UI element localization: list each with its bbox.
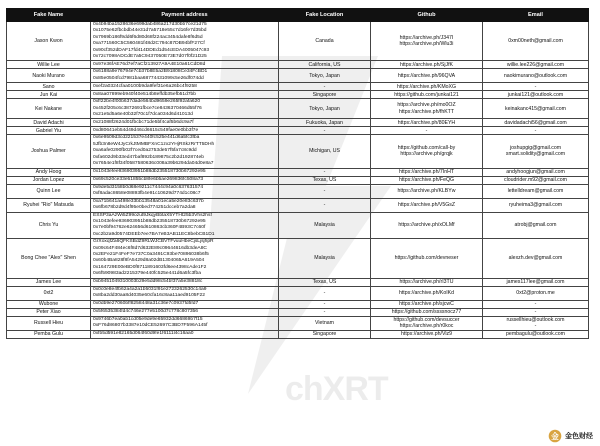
payment-address-cell-line: 0x8aa07899eb940f40e514b8effdb35efb51d7bb xyxy=(93,91,196,97)
payment-address-cell xyxy=(91,300,279,308)
payment-address-cell xyxy=(91,212,279,239)
email-cell-line: willie.lee226@gmail.com xyxy=(506,61,565,68)
suspects-table xyxy=(6,8,589,339)
email-cell-line: 0xt2@proton.me xyxy=(516,289,555,296)
fake-name-cell: Jun Kai xyxy=(7,91,91,99)
email-cell-line: joshupgig@gmail.com xyxy=(509,145,562,152)
github-cell-line[interactable]: https://archive.ph/KLBYw xyxy=(397,187,456,194)
payment-address-cell xyxy=(91,22,279,61)
fake-name-cell: Sano xyxy=(7,83,91,91)
payment-address-cell-line: 0x452f205c6c3872691fbce7ce8436370466d55f76 xyxy=(93,105,202,111)
fake-location-cell: Michigan, US xyxy=(279,135,371,168)
github-cell xyxy=(371,278,483,286)
table-row xyxy=(7,91,589,99)
table-row xyxy=(7,22,589,61)
github-cell xyxy=(371,22,483,61)
payment-address-cell-line: 0x164729E00eBD0f8711891603fd6ee4398cAde1F2 xyxy=(93,264,207,270)
email-cell xyxy=(483,69,589,83)
payment-address-cell xyxy=(91,168,279,176)
github-cell xyxy=(371,286,483,300)
payment-address-cell-line: 0x7654e1f8f34f0587580636c008a39b6294da04d0e8a7 xyxy=(93,161,214,167)
fake-name-cell: Joshua Palmer xyxy=(7,135,91,168)
fake-name-cell: Peter Xiao xyxy=(7,308,91,316)
column-header-fake-name: Fake Name xyxy=(7,9,91,22)
email-cell xyxy=(483,176,589,184)
github-cell-line[interactable]: https://archive.ph/J347I xyxy=(399,34,454,41)
github-cell-line[interactable]: https://archive.ph/V5GsZ xyxy=(397,201,456,208)
github-cell xyxy=(371,330,483,338)
table-row xyxy=(7,278,589,286)
fake-location-cell: California, US xyxy=(279,61,371,69)
email-cell xyxy=(483,83,589,91)
github-cell-line[interactable]: https://github.com/devsuccer xyxy=(393,316,460,323)
payment-address-cell xyxy=(91,135,279,168)
fake-location-cell: - xyxy=(279,168,371,176)
column-header-fake-location: Fake Location xyxy=(279,9,371,22)
github-cell-line[interactable]: https://github.com/ssssnocz77 xyxy=(391,308,462,315)
fake-location-cell: - xyxy=(279,286,371,300)
table-row xyxy=(7,330,589,338)
email-cell-line: 0xm00neth@gmail.com xyxy=(508,38,563,45)
table-row xyxy=(7,198,589,212)
payment-address-cell xyxy=(91,91,279,99)
github-cell-line[interactable]: https://github.com/junkai121 xyxy=(394,91,459,98)
github-cell-line[interactable]: https://archive.ph/Wlu3i xyxy=(399,41,454,48)
fake-name-cell: Wubone xyxy=(7,300,91,308)
payment-address-cell-line: 0x72c7098ADCdE7a5C9437050E73E7d07f0f21D25 xyxy=(93,54,207,60)
table-row xyxy=(7,119,589,127)
payment-address-cell-line: 0xef2a0324cfaa0100b9da9fef31e6a26bc4f9258 xyxy=(93,83,197,89)
payment-address-cell xyxy=(91,127,279,135)
payment-address-cell-line: 0x69c520ce33e51855cb8fe6b5ae269836fc508a73 xyxy=(93,176,204,182)
table-row xyxy=(7,308,589,316)
fake-name-cell: 0xt2 xyxy=(7,286,91,300)
table-row xyxy=(7,135,589,168)
fake-name-cell: Kei Nakane xyxy=(7,99,91,119)
payment-address-cell-line: 0xd80641eb54d49d46cd6615c549fae0e0bb3f7e xyxy=(93,127,199,133)
payment-address-cell xyxy=(91,69,279,83)
payment-address-cell xyxy=(91,239,279,278)
email-cell xyxy=(483,286,589,300)
email-cell xyxy=(483,198,589,212)
fake-name-cell: Bong Chee "Alex" Shen xyxy=(7,239,91,278)
github-cell xyxy=(371,168,483,176)
github-cell-line[interactable]: https://archive.ph/80EYH xyxy=(397,119,456,126)
fake-location-cell: Canada xyxy=(279,22,371,61)
email-cell xyxy=(483,91,589,99)
payment-address-cell-line: 0x9de5d3158b0d68e9211c7444c94a0c637631574 xyxy=(93,184,204,190)
watermark-text: chXRT xyxy=(285,370,388,408)
github-cell-line[interactable]: https://archive.ph/Viz9 xyxy=(401,330,452,337)
payment-address-cell-line: 0x0c0e8e4fb62a4a2a1b5031f91e2723262530c14a9 xyxy=(93,286,207,292)
payment-address-cell-line: 0x9746b7ea0ab1cd05e9de9e65932dd66869b7f15 xyxy=(93,316,203,322)
table-row xyxy=(7,127,589,135)
column-header-github: Github xyxy=(371,9,483,22)
fake-location-cell: - xyxy=(279,83,371,91)
github-cell-line[interactable]: https://archive.ph/96QVA xyxy=(397,72,456,79)
table-row xyxy=(7,316,589,330)
payment-address-cell-line: 0x6e9509d3cd221537e440fc525e441d6a5fc3fba xyxy=(93,135,200,141)
fake-location-cell: Texas, US xyxy=(279,278,371,286)
table-row xyxy=(7,69,589,83)
email-cell xyxy=(483,135,589,168)
payment-address-cell xyxy=(91,308,279,316)
payment-address-cell xyxy=(91,330,279,338)
email-cell-line: davidadachi56@gmail.com xyxy=(504,119,567,126)
table-row xyxy=(7,184,589,198)
github-cell xyxy=(371,119,483,127)
fake-name-cell: Pemba Gulu xyxy=(7,330,91,338)
email-cell-line: james117lee@gmail.com xyxy=(506,278,565,285)
email-cell xyxy=(483,99,589,119)
payment-address-cell xyxy=(91,83,279,91)
email-cell-line: junkai121@outlook.com xyxy=(507,91,564,98)
payment-address-cell-line: 0x5f6535384fd4c746e277e5100d7c778c807356 xyxy=(93,308,198,314)
email-cell xyxy=(483,119,589,127)
github-cell-line[interactable]: https://archive.ph/sjcwC xyxy=(399,300,454,307)
table-row xyxy=(7,176,589,184)
fake-location-cell: Texas, US xyxy=(279,176,371,184)
table-header-row xyxy=(7,9,589,22)
payment-address-cell xyxy=(91,286,279,300)
fake-location-cell: - xyxy=(279,127,371,135)
github-cell xyxy=(371,212,483,239)
fake-name-cell: Russell Hieu xyxy=(7,316,91,330)
github-cell-line[interactable]: https://github.com/call-by xyxy=(397,145,456,152)
table-row xyxy=(7,168,589,176)
email-cell xyxy=(483,212,589,239)
github-cell-line[interactable]: https://archive.ph/xOLMf xyxy=(398,222,455,229)
payment-address-cell-line: 0x0db9e27060bff8258448a31c36e7c0937fd5fd7 xyxy=(93,300,199,306)
github-cell-line[interactable]: - xyxy=(425,127,428,134)
email-cell xyxy=(483,330,589,338)
github-cell xyxy=(371,239,483,278)
email-cell xyxy=(483,278,589,286)
publisher-logo-text: 金色财经 xyxy=(565,433,593,440)
github-cell-line[interactable]: https://archive.ph/7InHT xyxy=(398,168,455,175)
payment-address-cell xyxy=(91,198,279,212)
fake-name-cell: Quinn Lee xyxy=(7,184,91,198)
email-cell-line: - xyxy=(534,300,537,307)
fake-name-cell: Jordan Lopez xyxy=(7,176,91,184)
payment-address-cell-line: 0x8ba2dd30aa8d4035e60cfa16c8aa11aed9105F22 xyxy=(93,293,205,299)
table-row xyxy=(7,99,589,119)
email-cell xyxy=(483,184,589,198)
table-row xyxy=(7,286,589,300)
payment-address-cell-line: 0xf8adac8658e08893fb4e91c10629d774d1c08c7 xyxy=(93,191,201,196)
payment-address-cell-line: 0xff22be4f00b637dade564bd9659e265f92afa620 xyxy=(93,99,201,105)
email-cell-line: russellhieu@outlook.com xyxy=(506,316,565,323)
table-row xyxy=(7,239,589,278)
github-cell-line[interactable]: https://archive.ph/mo0OZ xyxy=(397,102,456,109)
column-header-email: Email xyxy=(483,9,589,22)
fake-location-cell: Tokyo, Japan xyxy=(279,99,371,119)
column-header-payment-address: Payment address xyxy=(91,9,279,22)
payment-address-cell-line: 0x7e0bf94762e624656d610863cb360F4B93C7c60f xyxy=(93,225,206,231)
github-cell xyxy=(371,83,483,91)
table-row xyxy=(7,212,589,239)
payment-address-cell xyxy=(91,316,279,330)
github-cell xyxy=(371,127,483,135)
payment-address-cell-line: 0x6fb678b2d9d4f95e0bed774251dcceb7a2da8 xyxy=(93,205,196,210)
email-cell-line: atrobj@gmail.com xyxy=(514,222,557,229)
payment-address-cell-line: ESSP3aAzWi5Z99ozut9JkqyBbtaX5YTHt25b3Vhs2hsf xyxy=(93,212,212,218)
github-cell-line[interactable]: https://archive.ph/KoIKd xyxy=(398,289,455,296)
fake-location-cell: - xyxy=(279,308,371,316)
fake-name-cell: David Adachi xyxy=(7,119,91,127)
email-cell-line: - xyxy=(534,83,537,90)
payment-address-cell-line: 0x90cf352dDAF17fd414DDEd1d54cEDA4005047c93 xyxy=(93,47,210,53)
github-cell-line[interactable]: https://archive.ph/SjJfK xyxy=(399,61,454,68)
fake-location-cell: - xyxy=(279,300,371,308)
email-cell-line: naokimurano@outlook.com xyxy=(503,72,568,79)
email-cell xyxy=(483,61,589,69)
publisher-logo-icon xyxy=(548,429,562,443)
publisher-logo xyxy=(545,428,596,444)
github-cell-line[interactable]: https://github.com/devneser xyxy=(394,255,459,262)
payment-address-cell-line: 0x4b94ba1528636e699dab486a217d30bb7ce21d75 xyxy=(93,22,207,27)
payment-address-cell-line: 0xfb5d591e82165d064f60d9fe1f6111l4c16aa0 xyxy=(93,330,194,336)
github-cell xyxy=(371,198,483,212)
fake-name-cell: Naoki Murano xyxy=(7,69,91,83)
fake-name-cell: Andy Hoog xyxy=(7,168,91,176)
payment-address-cell-line: 0x60b4Ba828f8fA5429d8a02dB1304065A619A504 xyxy=(93,258,205,264)
github-cell-line[interactable]: https://archive.ph/r0koc xyxy=(399,323,454,330)
email-cell xyxy=(483,308,589,316)
payment-address-cell-line: 0x97e36fAE76d7ef7aCf213927A9A4E10a61CdD8d xyxy=(93,61,206,67)
github-cell xyxy=(371,184,483,198)
payment-address-cell xyxy=(91,176,279,184)
email-cell xyxy=(483,300,589,308)
payment-address-cell-line: 0x2EFe21F4FeF7e737C0a3491C93be70896038b6f5 xyxy=(93,251,209,257)
payment-address-cell xyxy=(91,99,279,119)
fake-location-cell: Malaysia xyxy=(279,212,371,239)
fake-location-cell: - xyxy=(279,184,371,198)
email-cell-line: keinakanc415@gmail.com xyxy=(505,105,566,112)
payment-address-cell-line: 0x6f590983ad2215379e440fc525e441d6a5fc3fba xyxy=(93,271,201,277)
github-cell xyxy=(371,308,483,316)
github-cell xyxy=(371,99,483,119)
github-cell-line[interactable]: https://archive.ph/fhKTT xyxy=(398,108,455,115)
payment-address-cell-line: 0xfa602d9b33ed47baf892b189875c2b2d192874eb xyxy=(93,154,204,160)
fake-location-cell: Vietnam xyxy=(279,316,371,330)
github-cell-line[interactable]: https://archive.ph/rI3TU xyxy=(399,278,454,285)
github-cell xyxy=(371,316,483,330)
svg-text:金: 金 xyxy=(551,431,559,441)
email-cell-line: - xyxy=(534,323,537,330)
github-cell xyxy=(371,69,483,83)
email-cell-line: alexzh.dev@gmail.com xyxy=(508,255,563,262)
fake-location-cell: Singapore xyxy=(279,330,371,338)
github-cell xyxy=(371,61,483,69)
email-cell-line: cloudrider.m92@gmail.com xyxy=(504,176,567,183)
payment-address-cell-line: 5Jfb3n8eW4JyCrkJtMMBFXnC1zx2YHjRSkzRrTT5DHh xyxy=(93,141,215,147)
fake-name-cell: Willie Lee xyxy=(7,61,91,69)
fake-name-cell: Gabriel Yiu xyxy=(7,127,91,135)
fake-name-cell: Chris Yu xyxy=(7,212,91,239)
github-cell xyxy=(371,91,483,99)
payment-address-cell-line: 0x7969b186f9dd6f6d80d68f224ac3454dafe8f6d5d xyxy=(93,34,203,40)
fake-location-cell: Singapore xyxy=(279,91,371,99)
table-row xyxy=(7,300,589,308)
payment-address-cell-line: 0x21e5d5a6e40b32f70c1f7dca034d6d41013d xyxy=(93,112,193,118)
email-cell-line: smart.solidity@gmail.com xyxy=(505,151,566,158)
fake-location-cell: Tokyo, Japan xyxy=(279,69,371,83)
table-row xyxy=(7,61,589,69)
payment-address-cell-line: GrXoxqfZa6QFKSBdZ9RLWJCBVTFvuuHbeCjsLjsjhpR xyxy=(93,239,214,245)
github-cell xyxy=(371,135,483,168)
payment-address-cell-line: 0x85e0504fcd7981baa68774431099c5e26df074dd xyxy=(93,75,204,81)
github-cell xyxy=(371,300,483,308)
payment-address-cell xyxy=(91,61,279,69)
email-cell xyxy=(483,316,589,330)
payment-address-cell-line: 0x09c64F484ec6f8d7d632E89c09644616db3deA8C xyxy=(93,245,207,251)
fake-location-cell: - xyxy=(279,198,371,212)
fake-name-cell: Jason Kwon xyxy=(7,22,91,61)
github-cell xyxy=(371,176,483,184)
payment-address-cell-line: 0xa6afe0290fb02f7ced0a2753de57f5fa7c8c9dd xyxy=(93,148,197,154)
email-cell-line: andyhoogjun@gmail.com xyxy=(506,168,565,175)
github-cell-line[interactable]: https://archive.ph/FeQG xyxy=(398,176,455,183)
email-cell xyxy=(483,127,589,135)
table-row xyxy=(7,83,589,91)
github-cell-line[interactable]: https://archive.ph/grqjk xyxy=(400,151,453,158)
payment-address-cell-line: 0x1043efee936903951b88db235518730b67292e95 xyxy=(93,168,206,174)
email-cell xyxy=(483,168,589,176)
fake-name-cell: James Lee xyxy=(7,278,91,286)
payment-address-cell-line: 0xb9451049310003b29e5dd98c54bf37a5e38818c xyxy=(93,278,203,284)
payment-address-cell-line: 0xc2b2a9d0574DEEb7ee7BA7eB3AB11EC8bebCB1D1 xyxy=(93,231,215,237)
payment-address-cell-line: 0x1075e62fbcbdb44e31d7a5718e55c7d16fe7d35bd xyxy=(93,28,207,34)
email-cell-line: pembagulu@outlook.com xyxy=(506,330,565,337)
payment-address-cell-line: 0xa771560C5C560481f48d2C794c87DB94bfF27Cf xyxy=(93,41,205,47)
fake-name-cell: Ryuhei "Rio" Matsuda xyxy=(7,198,91,212)
fake-location-cell: Malaysia xyxy=(279,239,371,278)
payment-address-cell-line: 0xF76d86807b3387e10dCE52697C3BD7F596A145f xyxy=(93,323,208,329)
email-cell-line: - xyxy=(534,308,537,315)
payment-address-cell-line: 0x1043efee936903951b88db235518730b67292e95 xyxy=(93,218,206,224)
email-cell-line: - xyxy=(534,127,537,134)
payment-address-cell xyxy=(91,184,279,198)
payment-address-cell-line: 0x21088f2624d01fbcbc71de5bf4caf5b6dc9a7f xyxy=(93,119,194,125)
payment-address-cell-line: 0xa71b641a498e33bb13548a01eca5e20e83c637b xyxy=(93,198,204,204)
payment-address-cell xyxy=(91,119,279,127)
email-cell xyxy=(483,239,589,278)
fake-location-cell: Fukuoka, Japan xyxy=(279,119,371,127)
payment-address-cell xyxy=(91,278,279,286)
github-cell-line[interactable]: https://archive.ph/KMoXG xyxy=(396,83,457,90)
email-cell-line: ryuheima3@gmail.com xyxy=(508,201,563,208)
email-cell xyxy=(483,22,589,61)
email-cell-line: lettelldream@gmail.com xyxy=(507,187,564,194)
payment-address-cell-line: 0x6188a9e76794e7cb37b8E5a2B91808Ce34FcBD1 xyxy=(93,69,208,75)
